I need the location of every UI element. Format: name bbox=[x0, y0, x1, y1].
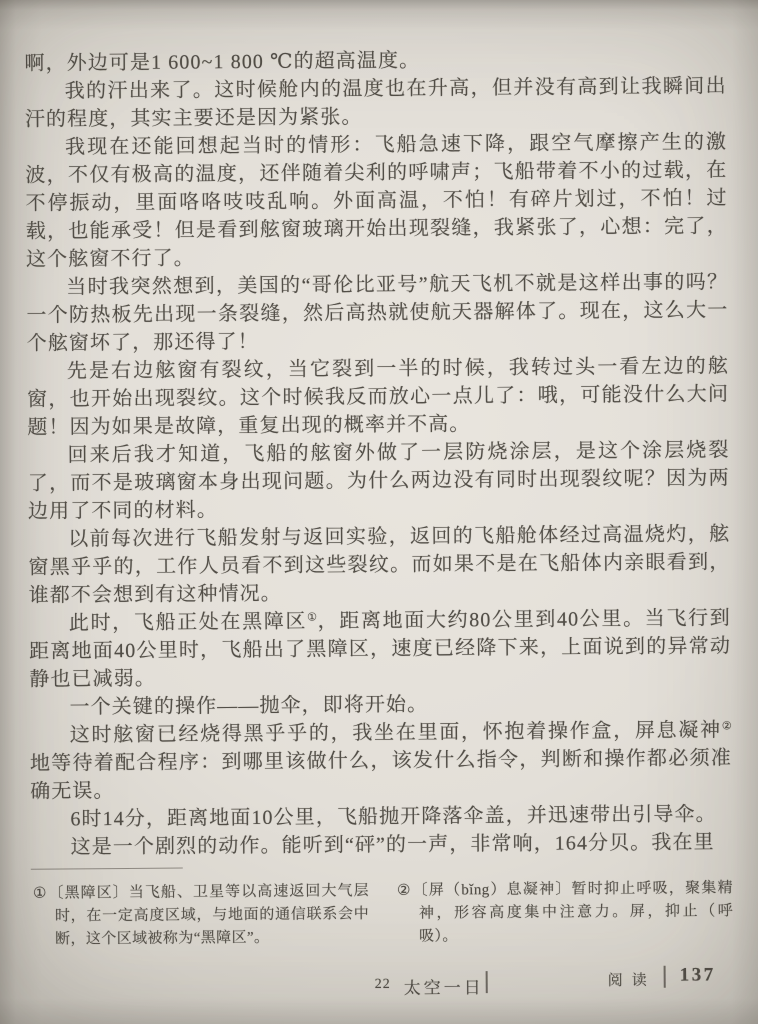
footnote-marker: ② bbox=[396, 882, 412, 899]
paragraph: 以前每次进行飞船发射与返回实验，返回的飞船舱体经过高温烧灼，舷窗黑乎乎的，工作人员看不到这些裂纹。而如果不是在飞船体内亲眼看到，谁都不会想到有这种情况。 bbox=[28, 523, 731, 607]
footnote-ref: ① bbox=[307, 611, 318, 624]
section-label: 阅读 bbox=[607, 972, 656, 990]
lesson-number: 22 bbox=[374, 976, 391, 993]
page-number: 137 bbox=[679, 964, 716, 986]
paragraph: 我现在还能回想起当时的情形：飞船急速下降，跟空气摩擦产生的激波，不仅有极高的温度，还伴随着尖利的呼啸声；飞船带着不小的过载，在不停振动，里面咯咯吱吱乱响。外面高温，不怕！有碎片划过，不怕！过载，也能承受！但是看到舷窗玻璃开始出现裂缝，我紧张了，心想：完了，这个舷窗不行了。 bbox=[25, 131, 728, 271]
footnote-text: 〔屏（bǐng）息凝神〕暂时抑止呼吸，聚集精神，形容高度集中注意力。屏，抑止（呼吸）。 bbox=[412, 880, 734, 945]
footnote-text: 〔黑障区〕当飞船、卫星等以高速返回大气层时，在一定高度区域，与地面的通信联系会中断，这个区域被称为“黑障区”。 bbox=[48, 883, 370, 948]
footnotes bbox=[33, 877, 734, 951]
footer-divider-left bbox=[486, 971, 488, 993]
footnote-divider bbox=[31, 868, 183, 870]
lesson-title: 太空一日 bbox=[403, 978, 484, 998]
paragraph: 6时14分，距离地面10公里，飞船抛开降落伞盖，并迅速带出引导伞。 bbox=[70, 803, 717, 831]
paragraph: 一个关键的操作——抛伞，即将开始。 bbox=[69, 693, 429, 719]
footer-divider-right bbox=[664, 966, 666, 988]
paragraph: 我的汗出来了。这时候舱内的温度也在升高，但并没有高到让我瞬间出汗的程度，其实主要还是因为紧张。 bbox=[24, 75, 727, 131]
footnote bbox=[397, 877, 734, 949]
footnote-marker: ① bbox=[32, 885, 48, 902]
paragraph: 先是右边舷窗有裂纹，当它裂到一半的时候，我转过头一看左边的舷窗，也开始出现裂纹。这个时候我反而放心一点儿了：哦，可能没什么大问题！因为如果是故障，重复出现的概率并不高。 bbox=[27, 355, 730, 439]
paragraph: 这时舷窗已经烧得黑乎乎的，我坐在里面，怀抱着操作盒，屏息凝神②地等待着配合程序：到哪里该做什么，该发什么指令，判断和操作都必须准确无误。 bbox=[29, 719, 733, 803]
footnote bbox=[33, 880, 370, 952]
paragraph: 这是一个剧烈的动作。能听到“砰”的一声，非常响，164分贝。我在里 bbox=[70, 831, 715, 859]
footnote-ref: ② bbox=[721, 720, 732, 733]
paragraph: 当时我突然想到，美国的“哥伦比亚号”航天飞机不就是这样出事的吗？一个防热板先出现一条裂缝，然后高热就使航天器解体了。现在，这么大一个舷窗坏了，那还得了！ bbox=[26, 271, 729, 355]
paragraph: 啊，外边可是1 600~1 800 ℃的超高温度。 bbox=[24, 49, 421, 75]
paragraph: 回来后我才知道，飞船的舷窗外做了一层防烧涂层，是这个涂层烧裂了，而不是玻璃窗本身出现问题。为什么两边没有同时出现裂纹呢？因为两边用了不同的材料。 bbox=[27, 439, 730, 523]
paragraph: 此时，飞船正处在黑障区①，距离地面大约80公里到40公里。当飞行到距离地面40公里时，飞船出了黑障区，速度已经降下来，上面说到的异常动静也已减弱。 bbox=[29, 607, 732, 691]
main-text bbox=[24, 44, 732, 861]
